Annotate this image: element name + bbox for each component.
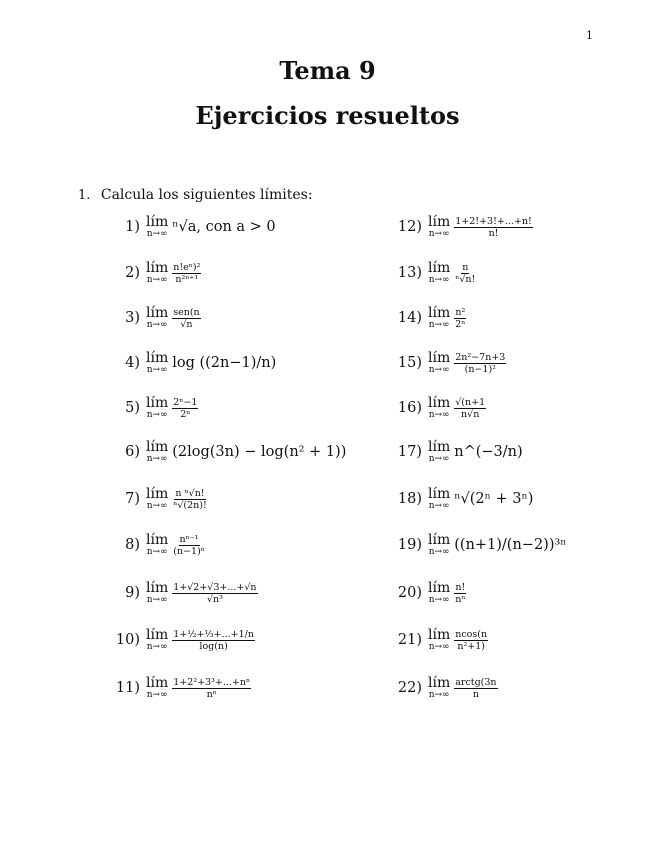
limit-subscript: n→∞ — [146, 275, 168, 285]
exercise-label: 20) — [397, 585, 422, 601]
fraction — [454, 352, 506, 375]
fraction-denominator: nⁿ — [455, 593, 466, 605]
exercise-label: 21) — [397, 632, 422, 648]
exercise-label: 16) — [397, 400, 422, 416]
page-title: Tema 9 — [279, 56, 376, 85]
exercise-label: 8) — [125, 537, 140, 553]
fraction — [172, 488, 208, 511]
limit-expression — [172, 488, 208, 511]
limit-subscript: n→∞ — [428, 595, 450, 605]
limit-operator — [428, 396, 450, 420]
fraction-numerator: n² — [455, 306, 466, 318]
exercise-item — [106, 258, 201, 288]
limit-operator — [428, 676, 450, 700]
limit-operator — [428, 628, 450, 652]
limit-word: lím — [428, 260, 451, 276]
limit-expression — [172, 677, 251, 700]
fraction-numerator: 1+2²+3³+...+nⁿ — [173, 676, 251, 688]
fraction-denominator: √n — [180, 318, 193, 330]
fraction — [172, 397, 198, 420]
fraction-denominator: √n³ — [206, 593, 223, 605]
exercise-label: 4) — [125, 355, 140, 371]
limit-subscript: n→∞ — [146, 501, 168, 511]
limit-subscript: n→∞ — [146, 365, 168, 375]
limit-operator — [146, 628, 168, 652]
exercise-instruction — [78, 187, 313, 203]
exercise-item — [388, 578, 466, 608]
limit-word: lím — [146, 627, 169, 643]
fraction-numerator: n — [462, 261, 469, 273]
instruction-text: Calcula los siguientes límites: — [100, 187, 313, 203]
limit-expression — [454, 216, 533, 239]
limit-operator — [428, 351, 450, 375]
fraction-numerator: arctg(3n — [455, 676, 497, 688]
limit-expression — [454, 677, 497, 700]
exercise-label: 15) — [397, 355, 422, 371]
limit-operator — [428, 533, 450, 557]
limit-subscript: n→∞ — [428, 642, 450, 652]
fraction — [172, 677, 251, 700]
limit-word: lím — [146, 260, 169, 276]
exercise-item — [106, 673, 251, 703]
limit-word: lím — [146, 214, 169, 230]
fraction — [172, 582, 257, 605]
fraction-numerator: nⁿ⁻¹ — [179, 533, 199, 545]
limit-expression — [172, 534, 206, 557]
limit-operator — [428, 487, 450, 511]
fraction-denominator: ⁿ√n! — [455, 273, 476, 285]
exercise-item — [106, 625, 255, 655]
limit-operator — [146, 396, 168, 420]
exercise-item — [388, 437, 523, 467]
fraction — [454, 582, 466, 605]
limit-expression: ⁿ√a, con a > 0 — [172, 219, 276, 235]
fraction-numerator: sen(n — [173, 306, 200, 318]
limit-word: lím — [428, 305, 451, 321]
fraction-denominator: (n−1)ⁿ — [173, 545, 205, 557]
limit-word: lím — [146, 675, 169, 691]
exercise-label: 5) — [125, 400, 140, 416]
limit-subscript: n→∞ — [428, 501, 450, 511]
exercise-label: 18) — [397, 491, 422, 507]
limit-subscript: n→∞ — [428, 454, 450, 464]
exercise-item — [106, 348, 276, 378]
exercise-item — [106, 212, 276, 242]
exercise-item — [388, 393, 486, 423]
fraction-numerator: 2ⁿ−1 — [173, 396, 198, 408]
exercise-item — [106, 484, 208, 514]
fraction-numerator: n ⁿ√n! — [175, 487, 205, 499]
fraction-numerator: ncos(n — [455, 628, 488, 640]
fraction — [454, 397, 486, 420]
limit-operator — [428, 261, 450, 285]
exercise-item — [106, 578, 258, 608]
exercise-item — [388, 212, 533, 242]
fraction-denominator: n — [472, 688, 479, 700]
fraction — [172, 262, 201, 285]
exercise-label: 17) — [397, 444, 422, 460]
exercise-item — [106, 437, 346, 467]
limit-operator — [146, 533, 168, 557]
exercise-label: 6) — [125, 444, 140, 460]
fraction-denominator: n²ⁿ⁺¹ — [175, 273, 199, 285]
fraction — [454, 216, 533, 239]
exercise-item — [106, 393, 198, 423]
limit-subscript: n→∞ — [428, 690, 450, 700]
limit-operator — [146, 440, 168, 464]
limit-expression: ((n+1)/(n−2))³ⁿ — [454, 537, 567, 553]
limit-subscript: n→∞ — [146, 547, 168, 557]
limit-word: lím — [428, 486, 451, 502]
limit-word: lím — [146, 532, 169, 548]
limit-expression — [454, 352, 506, 375]
fraction — [454, 262, 476, 285]
limit-subscript: n→∞ — [146, 410, 168, 420]
limit-operator — [146, 351, 168, 375]
fraction-denominator: nⁿ — [206, 688, 217, 700]
limit-operator — [428, 440, 450, 464]
limit-operator — [428, 306, 450, 330]
exercise-label: 11) — [115, 680, 140, 696]
limit-expression — [172, 307, 200, 330]
limit-word: lím — [428, 627, 451, 643]
fraction — [454, 677, 497, 700]
limit-word: lím — [428, 439, 451, 455]
page-subtitle: Ejercicios resueltos — [195, 101, 460, 130]
limit-operator — [146, 676, 168, 700]
exercise-label: 22) — [397, 680, 422, 696]
limit-expression: ⁿ√(2ⁿ + 3ⁿ) — [454, 491, 534, 507]
limit-subscript: n→∞ — [146, 690, 168, 700]
limit-word: lím — [146, 395, 169, 411]
exercise-label: 12) — [397, 219, 422, 235]
limit-word: lím — [428, 532, 451, 548]
fraction — [454, 307, 466, 330]
limit-subscript: n→∞ — [146, 595, 168, 605]
limit-word: lím — [146, 350, 169, 366]
limit-subscript: n→∞ — [146, 320, 168, 330]
exercise-label: 10) — [115, 632, 140, 648]
limit-operator — [146, 306, 168, 330]
exercise-item — [388, 258, 476, 288]
exercise-item — [388, 625, 488, 655]
limit-word: lím — [146, 439, 169, 455]
exercise-label: 19) — [397, 537, 422, 553]
fraction-denominator: ⁿ√(2n)! — [173, 499, 207, 511]
limit-word: lím — [146, 486, 169, 502]
limit-subscript: n→∞ — [428, 410, 450, 420]
fraction-numerator: n! — [455, 581, 466, 593]
fraction-numerator: √(n+1 — [455, 396, 486, 408]
fraction — [172, 307, 200, 330]
fraction — [172, 629, 255, 652]
limit-expression — [454, 307, 466, 330]
exercise-item — [106, 303, 201, 333]
limit-operator — [146, 487, 168, 511]
fraction — [454, 629, 488, 652]
exercise-item — [388, 348, 506, 378]
limit-expression: n^(−3/n) — [454, 444, 523, 460]
fraction-numerator: 1+2!+3!+...+n! — [455, 215, 532, 227]
limit-operator — [428, 581, 450, 605]
limit-operator — [146, 215, 168, 239]
fraction-denominator: n! — [488, 227, 499, 239]
exercise-label: 3) — [125, 310, 140, 326]
limit-expression — [454, 582, 466, 605]
limit-word: lím — [428, 580, 451, 596]
limit-expression: (2log(3n) − log(n² + 1)) — [172, 444, 347, 460]
fraction — [172, 534, 206, 557]
limit-subscript: n→∞ — [428, 547, 450, 557]
fraction-numerator: n!eⁿ)² — [173, 261, 201, 273]
fraction-denominator: n²+1) — [457, 640, 485, 652]
limit-operator — [146, 261, 168, 285]
limit-subscript: n→∞ — [146, 642, 168, 652]
limit-subscript: n→∞ — [428, 365, 450, 375]
limit-word: lím — [428, 214, 451, 230]
limit-expression — [172, 262, 201, 285]
limit-operator — [146, 581, 168, 605]
exercise-label: 9) — [125, 585, 140, 601]
exercise-label: 14) — [397, 310, 422, 326]
exercise-label: 2) — [125, 265, 140, 281]
limit-word: lím — [428, 675, 451, 691]
limit-subscript: n→∞ — [146, 454, 168, 464]
limit-expression: log ((2n−1)/n) — [172, 355, 277, 371]
fraction-denominator: log(n) — [199, 640, 228, 652]
exercise-label: 1) — [125, 219, 140, 235]
limit-subscript: n→∞ — [428, 275, 450, 285]
exercise-item — [388, 303, 466, 333]
limit-expression — [454, 262, 476, 285]
limit-word: lím — [146, 580, 169, 596]
fraction-denominator: 2ⁿ — [455, 318, 466, 330]
fraction-numerator: 1+½+⅓+...+1/n — [173, 628, 254, 640]
limit-word: lím — [428, 395, 451, 411]
fraction-denominator: 2ⁿ — [180, 408, 191, 420]
exercise-number: 1. — [78, 188, 91, 203]
limit-word: lím — [146, 305, 169, 321]
fraction-numerator: 1+√2+√3+...+√n — [173, 581, 257, 593]
limit-expression — [454, 397, 486, 420]
limit-subscript: n→∞ — [146, 229, 168, 239]
limit-word: lím — [428, 350, 451, 366]
exercise-label: 13) — [397, 265, 422, 281]
limit-expression — [172, 397, 198, 420]
fraction-numerator: 2n²−7n+3 — [455, 351, 506, 363]
limit-expression — [172, 629, 255, 652]
limit-expression — [454, 629, 488, 652]
fraction-denominator: (n−1)² — [464, 363, 496, 375]
exercise-item — [388, 484, 533, 514]
exercise-item — [388, 530, 567, 560]
page-number: 1 — [586, 29, 593, 42]
exercise-label: 7) — [125, 491, 140, 507]
limit-expression — [172, 582, 257, 605]
limit-operator — [428, 215, 450, 239]
limit-subscript: n→∞ — [428, 320, 450, 330]
limit-subscript: n→∞ — [428, 229, 450, 239]
exercise-item — [388, 673, 498, 703]
fraction-denominator: n√n — [461, 408, 480, 420]
exercise-item — [106, 530, 206, 560]
